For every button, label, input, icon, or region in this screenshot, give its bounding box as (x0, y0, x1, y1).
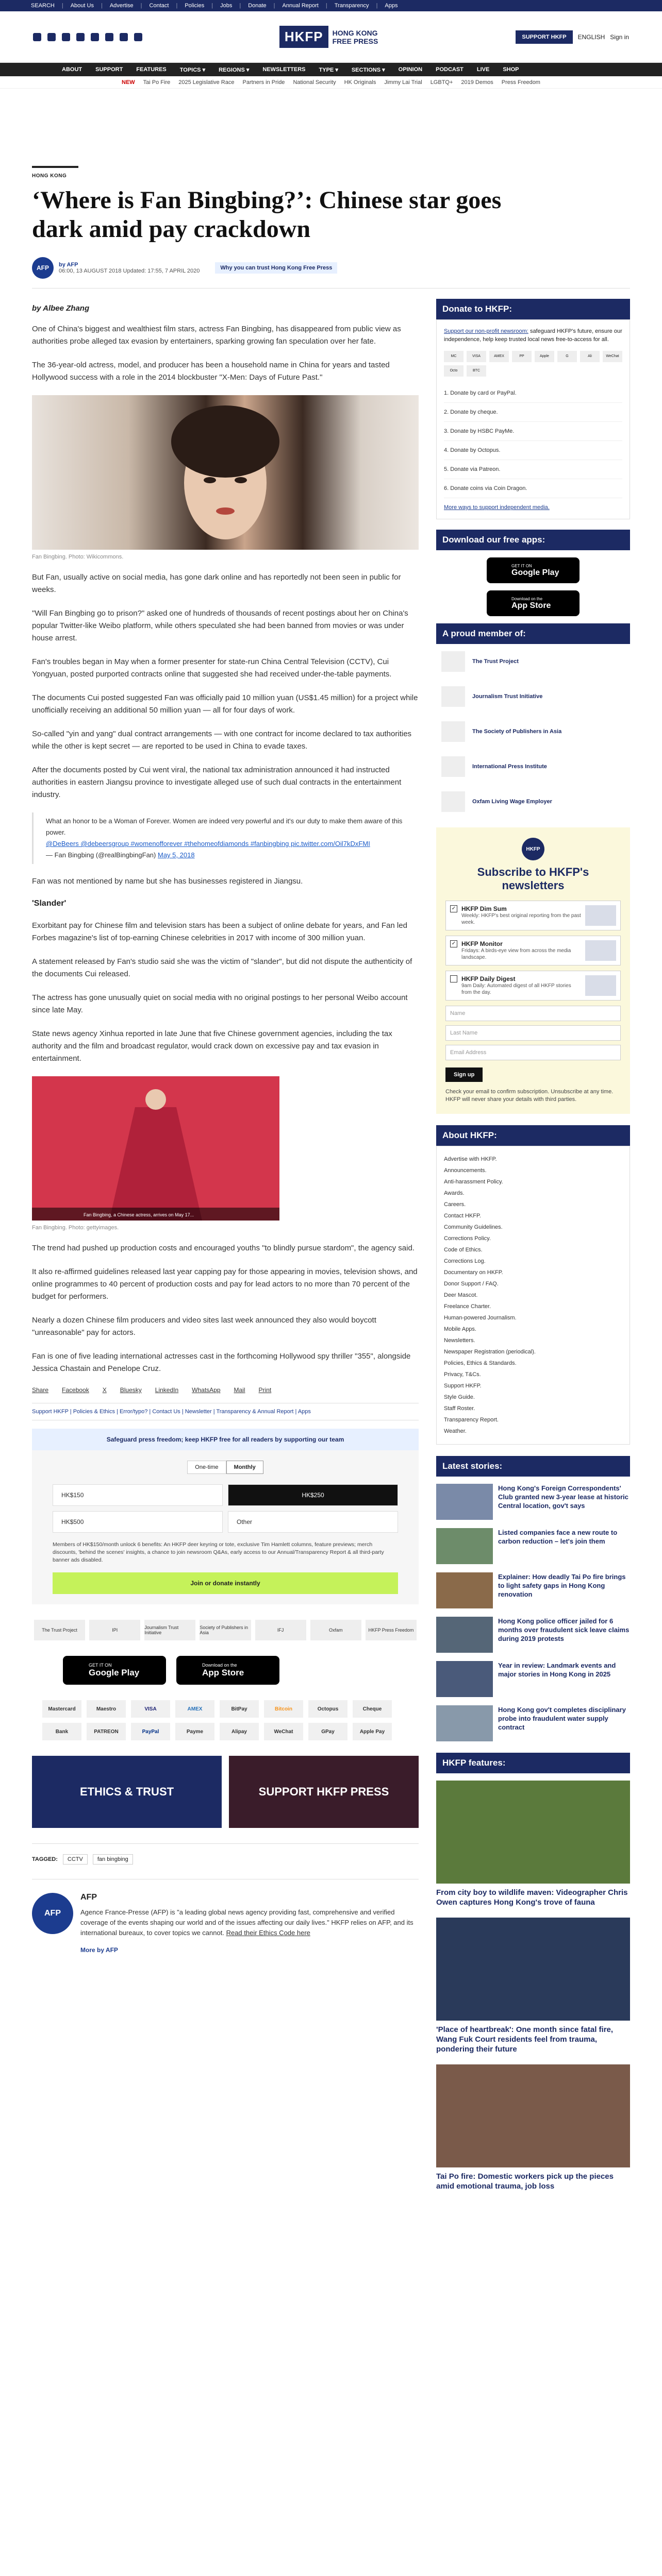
payment-logo: Bank (42, 1723, 81, 1740)
sidebar (436, 299, 630, 2201)
pay-icon: Ali (580, 351, 600, 362)
latest-story[interactable]: Year in review: Landmark events and major stories in Hong Kong in 2025 (436, 1661, 630, 1697)
feature-story[interactable]: Tai Po fire: Domestic workers pick up the pieces amid emotional trauma, job loss (436, 2064, 630, 2191)
section-rule (32, 166, 78, 168)
tags-label: TAGGED: (32, 1856, 58, 1862)
toggle-monthly[interactable]: Monthly (226, 1461, 263, 1474)
email-field[interactable]: Email Address (445, 1045, 621, 1060)
about-link[interactable]: Human-powered Journalism. (444, 1315, 517, 1321)
x-icon[interactable] (47, 33, 56, 41)
share-mail[interactable]: Mail (234, 1386, 245, 1394)
about-link[interactable]: Privacy, T&Cs. (444, 1371, 481, 1378)
payment-logo: WeChat (264, 1723, 303, 1740)
tweet-links[interactable]: @DeBeers @debeersgroup #womenofforever #thehomeofdiamonds #fanbingbing pic.twitter.com/Oil7kDxFMI (46, 840, 370, 848)
new-label: NEW (122, 79, 135, 86)
newsletter-title: Subscribe to HKFP's newsletters (477, 866, 589, 892)
payment-logo: Maestro (87, 1700, 126, 1718)
about-heading: About HKFP: (436, 1125, 630, 1146)
amount-other[interactable]: Other (228, 1511, 398, 1533)
apps-heading: Download our free apps: (436, 530, 630, 550)
donate-option[interactable]: 3. Donate by HSBC PayMe. (444, 422, 622, 441)
paragraph: So-called "yin and yang" dual contract arrangements — with one contract for income declared to tax authorities while the other is kept secret — are reported to be used in China to evade taxes. (32, 730, 412, 751)
newsletter-option[interactable]: ✓ HKFP Monitor Fridays: A birds-eye view from across the media landscape. (445, 936, 621, 965)
trust-logo[interactable]: IFJ (255, 1620, 306, 1640)
pay-icon: VISA (467, 351, 486, 362)
about-link[interactable]: Code of Ethics. (444, 1247, 483, 1253)
about-links (436, 1146, 630, 1445)
author-avatar[interactable]: AFP (32, 257, 54, 279)
site-logo[interactable] (279, 26, 379, 48)
donate-text: safeguard HKFP's future, ensure our independence, help keep trusted local news free-to-access for all. (444, 328, 622, 343)
payment-logo: Apple Pay (353, 1723, 392, 1740)
trust-logo[interactable]: HKFP Press Freedom (366, 1620, 417, 1640)
nav-item[interactable]: ABOUT (62, 66, 82, 73)
donate-link[interactable]: Support our non-profit newsroom: (444, 328, 528, 334)
paragraph: After the documents posted by Cui went viral, the national tax administration announced it had instructed authorities in eastern Jiangsu province to investigate alleged use of such dual contracts in the entertainment industry. (32, 766, 402, 799)
pay-icon: MC (444, 351, 464, 362)
trending-link[interactable]: HK Originals (344, 79, 376, 86)
trending-link[interactable]: Partners in Pride (242, 79, 285, 86)
newsletter-widget (436, 827, 630, 1114)
youtube-icon[interactable] (76, 33, 85, 41)
trust-logo[interactable]: IPI (89, 1620, 140, 1640)
about-link[interactable]: Newsletters. (444, 1337, 475, 1344)
member-logo[interactable]: Oxfam Living Wage Employer (436, 784, 630, 819)
tag[interactable]: fan bingbing (93, 1854, 133, 1865)
trending-bar (0, 76, 662, 89)
paragraph: Fan's troubles began in May when a former presenter for state-run China Central Television (CCTV), Cui Yongyuan, posted purported contracts online that suggested she had received under-the-table payments. (32, 657, 392, 679)
payment-logo: GPay (308, 1723, 347, 1740)
donate-heading: Donate to HKFP: (436, 299, 630, 319)
ethics-banner[interactable]: ETHICS & TRUST (32, 1756, 222, 1828)
subheading: 'Slander' (32, 899, 67, 908)
payment-logo: BitPay (220, 1700, 259, 1718)
amount-option[interactable]: HK$150 (53, 1484, 223, 1506)
utility-link[interactable]: About Us (70, 3, 94, 9)
feature-story[interactable]: 'Place of heartbreak': One month since fatal fire, Wang Fuk Court residents feel from trauma, pondering their future (436, 1918, 630, 2054)
byline: by Albee Zhang (32, 304, 90, 313)
latest-story[interactable]: Hong Kong's Foreign Correspondents' Club granted new 3-year lease at historic Central location, gov't says (436, 1484, 630, 1520)
instagram-icon[interactable] (62, 33, 70, 41)
share-whatsapp[interactable]: WhatsApp (192, 1386, 221, 1394)
paragraph: State news agency Xinhua reported in late June that five Chinese government agencies, including the tax authority and the film and broadcast regulator, would crack down on excessive pay and tax evasion in entertainment. (32, 1029, 392, 1063)
payment-logo: Cheque (353, 1700, 392, 1718)
share-print[interactable]: Print (258, 1386, 272, 1394)
nav-item[interactable]: OPINION (398, 66, 423, 73)
utility-link[interactable]: SEARCH (31, 3, 55, 9)
threads-icon[interactable] (105, 33, 113, 41)
utility-bar: SEARCH | About Us | Advertise | Contact | Policies | Jobs | Donate | Annual Report | Transparency | Apps (0, 0, 662, 11)
nav-item[interactable]: FEATURES (136, 66, 167, 73)
latest-story[interactable]: Explainer: How deadly Tai Po fire brings to light safety gaps in Hong Kong renovation (436, 1572, 630, 1608)
pay-icon: WeChat (603, 351, 622, 362)
nav-item[interactable]: NEWSLETTERS (262, 66, 306, 73)
linkedin-icon[interactable] (91, 33, 99, 41)
nav-item[interactable]: TYPE ▾ (319, 66, 338, 73)
support-banner[interactable]: SUPPORT HKFP PRESS (229, 1756, 419, 1828)
pay-icon: Apple (535, 351, 554, 362)
red-carpet-image (32, 1076, 279, 1221)
author-box-avatar[interactable]: AFP (32, 1893, 73, 1934)
pay-icon: G (557, 351, 577, 362)
newsletter-note: Check your email to confirm subscription. Unsubscribe at any time. HKFP will never share your details with third parties. (445, 1089, 614, 1103)
member-heading: A proud member of: (436, 623, 630, 644)
member-logo[interactable]: International Press Institute (436, 749, 630, 784)
facebook-icon[interactable] (33, 33, 41, 41)
member-logo[interactable]: The Trust Project (436, 644, 630, 679)
nav-item[interactable]: PODCAST (436, 66, 464, 73)
payment-logo: VISA (131, 1700, 170, 1718)
tweet-text: What an honor to be a Woman of Forever. Women are indeed very powerful and it's our duty to make them aware of this power. (46, 817, 403, 836)
checkbox[interactable]: ✓ (450, 905, 457, 912)
section-label[interactable]: HONG KONG (32, 173, 67, 179)
utility-link[interactable]: Jobs (220, 3, 233, 9)
trending-link[interactable]: Jimmy Lai Trial (384, 79, 422, 86)
google-play-badge[interactable]: GET IT ON Google Play (63, 1656, 166, 1685)
app-store-badge[interactable]: Download on the App Store (487, 590, 580, 616)
author-link[interactable]: by AFP (59, 262, 78, 268)
paragraph: It also re-affirmed guidelines released last year capping pay for those appearing in movies, television shows, and online programmes to 40 percent of production costs and pay for lead actors to no more than 70 percent of the budget for performers. (32, 1267, 418, 1301)
share-facebook[interactable]: Facebook (62, 1386, 89, 1394)
paragraph: A statement released by Fan's studio said she was the victim of "slander", but did not dispute the authenticity of the documents Cui released. (32, 957, 412, 978)
nav-item[interactable]: SHOP (503, 66, 519, 73)
about-link[interactable]: Community Guidelines. (444, 1224, 503, 1230)
about-link[interactable]: Staff Roster. (444, 1405, 475, 1412)
tag[interactable]: CCTV (63, 1854, 88, 1865)
article-title: ‘Where is Fan Bingbing?’: Chinese star goes dark amid pay crackdown (32, 187, 502, 243)
amount-option-selected[interactable]: HK$250 (228, 1484, 398, 1506)
trust-logos (32, 1620, 419, 1640)
paragraph: The trend had pushed up production costs and encouraged youths "to blindly pursue stardom", the agency said. (32, 1244, 415, 1252)
donate-widget (436, 319, 630, 519)
about-link[interactable]: Announcements. (444, 1167, 487, 1174)
about-link[interactable]: Policies, Ethics & Standards. (444, 1360, 517, 1366)
toggle-one-time[interactable]: One-time (187, 1461, 226, 1474)
about-link[interactable]: Awards. (444, 1190, 465, 1196)
share-x[interactable]: X (102, 1386, 107, 1394)
trust-logo[interactable]: Society of Publishers in Asia (200, 1620, 251, 1640)
nav-item[interactable]: SUPPORT (95, 66, 123, 73)
author-name[interactable]: AFP (80, 1893, 97, 1902)
about-link[interactable]: Corrections Policy. (444, 1235, 491, 1242)
tags-row (32, 1843, 419, 1865)
utility-link[interactable]: Transparency (334, 3, 369, 9)
paragraph: "Will Fan Bingbing go to prison?" asked one of hundreds of thousands of recent postings about her on China's popular Twitter-like Weibo platform, while others speculated she had been banned from movies or was under house arrest. (32, 609, 408, 642)
latest-story[interactable]: Hong Kong police officer jailed for 6 months over fraudulent sick leave claims during 2019 protests (436, 1617, 630, 1653)
more-ways-link[interactable]: More ways to support independent media. (444, 504, 550, 511)
latest-story[interactable]: Hong Kong gov't completes disciplinary probe into fraudulent water supply contract (436, 1705, 630, 1741)
newsletter-thumbnail (585, 905, 616, 926)
payment-logo: Payme (175, 1723, 214, 1740)
pay-icon: Octo (444, 365, 464, 377)
share-label: Share (32, 1386, 49, 1394)
utility-link[interactable]: Policies (185, 3, 205, 9)
portrait-image (32, 395, 419, 550)
trust-badge[interactable]: Why you can trust Hong Kong Free Press (215, 262, 337, 274)
join-donate-button[interactable]: Join or donate instantly (53, 1572, 398, 1594)
embedded-tweet (32, 812, 419, 864)
about-link[interactable]: Style Guide. (444, 1394, 475, 1400)
payment-logo: Bitcoin (264, 1700, 303, 1718)
utility-link[interactable]: Advertise (109, 3, 134, 9)
about-link[interactable]: Careers. (444, 1201, 466, 1208)
logo-mark: HKFP (279, 26, 328, 48)
more-by-author[interactable]: More by AFP (80, 1946, 118, 1954)
trending-link[interactable]: National Security (293, 79, 336, 86)
support-links[interactable]: Support HKFP | Policies & Ethics | Error/typo? | Contact Us | Newsletter | Transparency & Annual Report | Apps (32, 1403, 419, 1420)
about-link[interactable]: Freelance Charter. (444, 1303, 491, 1310)
about-link[interactable]: Newspaper Registration (periodical). (444, 1349, 536, 1355)
signup-button[interactable]: Sign up (445, 1067, 483, 1082)
ethics-code-link[interactable]: Read their Ethics Code here (226, 1929, 310, 1937)
latest-story[interactable]: Listed companies face a new route to carbon reduction – let's join them (436, 1528, 630, 1564)
about-link[interactable]: Contact HKFP. (444, 1213, 481, 1219)
paragraph: The actress has gone unusually quiet on social media with no original postings to her personal Weibo account since late May. (32, 993, 408, 1014)
photo-caption: Fan Bingbing. Photo: gettyimages. (32, 1225, 119, 1231)
pay-icon: PP (512, 351, 532, 362)
donate-option[interactable]: 2. Donate by cheque. (444, 403, 622, 422)
utility-link[interactable]: Donate (248, 3, 267, 9)
share-bluesky[interactable]: Bluesky (120, 1386, 142, 1394)
utility-link[interactable]: Contact (149, 3, 169, 9)
newsletter-option[interactable]: HKFP Daily Digest 9am Daily: Automated digest of all HKFP stories from the day. (445, 971, 621, 1001)
about-link[interactable]: Support HKFP. (444, 1383, 482, 1389)
language-toggle[interactable]: ENGLISH (577, 33, 605, 41)
nav-item[interactable]: REGIONS ▾ (219, 66, 250, 73)
trending-link[interactable]: 2025 Legislative Race (178, 79, 235, 86)
author-bio: Agence France-Presse (AFP) is "a leading global news agency providing fast, comprehensive and verified coverage of the events shaping our world and of the issues affecting our daily lives." HKFP relies on AFP, and its international bureaux, to cover topics we cannot. (80, 1908, 413, 1937)
donate-box (32, 1450, 419, 1604)
paragraph: Exorbitant pay for Chinese film and television stars has been a subject of online debate for years, and Fan led Forbes magazine's list of top-earning Chinese celebrities in 2017 with income of 300 million yuan. (32, 921, 407, 942)
trust-logo[interactable]: The Trust Project (34, 1620, 85, 1640)
payment-methods (42, 1700, 419, 1740)
tweet-date-link[interactable]: May 5, 2018 (158, 851, 195, 859)
article-body (32, 299, 419, 2201)
donate-note: Members of HK$150/month unlock 6 benefits: An HKFP deer keyring or tote, exclusive Tim Hamlett columns, feature previews; merch discounts, 'behind the scenes' insights, a chance to join newsroom Q&As, early access to our Annual/Transparency Report & all third-party banner ads disabled. (53, 1541, 384, 1563)
payment-logo: AMEX (175, 1700, 214, 1718)
donate-option[interactable]: 6. Donate coins via Coin Dragon. (444, 479, 622, 498)
payment-logo: Mastercard (42, 1700, 81, 1718)
site-header (0, 11, 662, 63)
trending-link[interactable]: Tai Po Fire (143, 79, 171, 86)
utility-link[interactable]: Annual Report (282, 3, 319, 9)
member-logo[interactable]: Journalism Trust Initiative (436, 679, 630, 714)
app-store-badge[interactable]: Download on the App Store (176, 1656, 279, 1685)
paragraph: Nearly a dozen Chinese film producers and video sites last week announced they also would boycott "unreasonable" pay for actors. (32, 1316, 376, 1337)
paragraph: Fan was not mentioned by name but she has businesses registered in Jiangsu. (32, 877, 303, 886)
trending-link[interactable]: LGBTQ+ (430, 79, 453, 86)
pay-icon: AMEX (489, 351, 509, 362)
amount-option[interactable]: HK$500 (53, 1511, 223, 1533)
paragraph: Fan is one of five leading international actresses cast in the forthcoming Hollywood spy thriller "355", alongside Jessica Chastain and Penelope Cruz. (32, 1352, 411, 1373)
about-link[interactable]: Mobile Apps. (444, 1326, 476, 1332)
nav-item[interactable]: LIVE (476, 66, 490, 73)
newsletter-logo: HKFP (522, 838, 544, 860)
share-bar (32, 1386, 419, 1394)
trust-logo[interactable]: Oxfam (310, 1620, 361, 1640)
payment-logo: PATREON (87, 1723, 126, 1740)
tweet-signature: — Fan Bingbing (@realBingbingFan) (46, 851, 156, 859)
paragraph: But Fan, usually active on social media, has gone dark online and has reportedly not been seen in public for weeks. (32, 573, 401, 594)
donate-option[interactable]: 4. Donate by Octopus. (444, 441, 622, 460)
trending-link[interactable]: Press Freedom (501, 79, 540, 86)
social-icons (33, 33, 142, 41)
support-button[interactable]: SUPPORT HKFP (516, 30, 572, 44)
about-link[interactable]: Corrections Log. (444, 1258, 486, 1264)
photo-overlay-text: Fan Bingbing, a Chinese actress, arrives on May 17... (84, 1212, 194, 1217)
member-logo[interactable]: The Society of Publishers in Asia (436, 714, 630, 749)
utility-link[interactable]: Apps (385, 3, 398, 9)
article-dates: 06:00, 13 AUGUST 2018 Updated: 17:55, 7 APRIL 2020 (59, 268, 200, 274)
share-linkedin[interactable]: LinkedIn (155, 1386, 179, 1394)
name-field[interactable]: Name (445, 1006, 621, 1021)
donate-option[interactable]: 5. Donate via Patreon. (444, 460, 622, 479)
article-meta (32, 257, 630, 279)
nav-item[interactable]: TOPICS ▾ (179, 66, 206, 73)
about-link[interactable]: Advertise with HKFP. (444, 1156, 497, 1162)
paragraph: One of China's biggest and wealthiest film stars, actress Fan Bingbing, has disappeared from public view as authorities probe alleged tax evasion by entertainers, sparking growing fan speculation over her fate. (32, 325, 401, 346)
newsletter-option[interactable]: ✓ HKFP Dim Sum Weekly: HKFP's best original reporting from the past week. (445, 901, 621, 930)
trending-link[interactable]: 2019 Demos (461, 79, 493, 86)
about-link[interactable]: Documentary on HKFP. (444, 1269, 503, 1276)
about-link[interactable]: Weather. (444, 1428, 467, 1434)
logo-text: HONG KONG FREE PRESS (332, 28, 378, 45)
about-link[interactable]: Anti-harassment Policy. (444, 1179, 503, 1185)
main-nav (0, 63, 662, 76)
bluesky-icon[interactable] (134, 33, 142, 41)
photo-caption: Fan Bingbing. Photo: Wikicommons. (32, 554, 124, 560)
checkbox[interactable]: ✓ (450, 940, 457, 947)
trust-logo[interactable]: Journalism Trust Initiative (144, 1620, 195, 1640)
signin-link[interactable]: Sign in (610, 33, 629, 41)
google-play-badge[interactable]: GET IT ON Google Play (487, 557, 580, 583)
features-heading: HKFP features: (436, 1753, 630, 1773)
payment-logo: PayPal (131, 1723, 170, 1740)
newsletter-thumbnail (585, 940, 616, 961)
article-photo-2 (32, 1076, 279, 1221)
promo-banners (32, 1756, 419, 1828)
paragraph: The documents Cui posted suggested Fan was officially paid 10 million yuan (US$1.45 million) for a project while unofficially receiving an additional 50 million yuan — all for four days of work. (32, 693, 418, 715)
donate-option[interactable]: 1. Donate by card or PayPal. (444, 384, 622, 403)
telegram-icon[interactable] (120, 33, 128, 41)
about-link[interactable]: Deer Mascot. (444, 1292, 478, 1298)
payment-logo: Octopus (308, 1700, 347, 1718)
paragraph: The 36-year-old actress, model, and producer has been a household name in China for years and tasted Hollywood success with a role in the 2014 blockbuster "X-Men: Days of Future Past." (32, 361, 390, 382)
about-link[interactable]: Transparency Report. (444, 1417, 499, 1423)
pay-icon: BTC (467, 365, 486, 377)
payment-logo: Alipay (220, 1723, 259, 1740)
about-link[interactable]: Donor Support / FAQ. (444, 1281, 499, 1287)
article-photo (32, 395, 419, 550)
checkbox[interactable] (450, 975, 457, 982)
latest-heading: Latest stories: (436, 1456, 630, 1477)
newsletter-thumbnail (585, 975, 616, 996)
author-box (32, 1879, 419, 1954)
nav-item[interactable]: SECTIONS ▾ (351, 66, 385, 73)
last-name-field[interactable]: Last Name (445, 1025, 621, 1041)
donate-banner[interactable]: Safeguard press freedom; keep HKFP free for all readers by supporting our team (32, 1429, 419, 1450)
feature-story[interactable]: From city boy to wildlife maven: Videographer Chris Owen captures Hong Kong's trove of fauna (436, 1781, 630, 1907)
